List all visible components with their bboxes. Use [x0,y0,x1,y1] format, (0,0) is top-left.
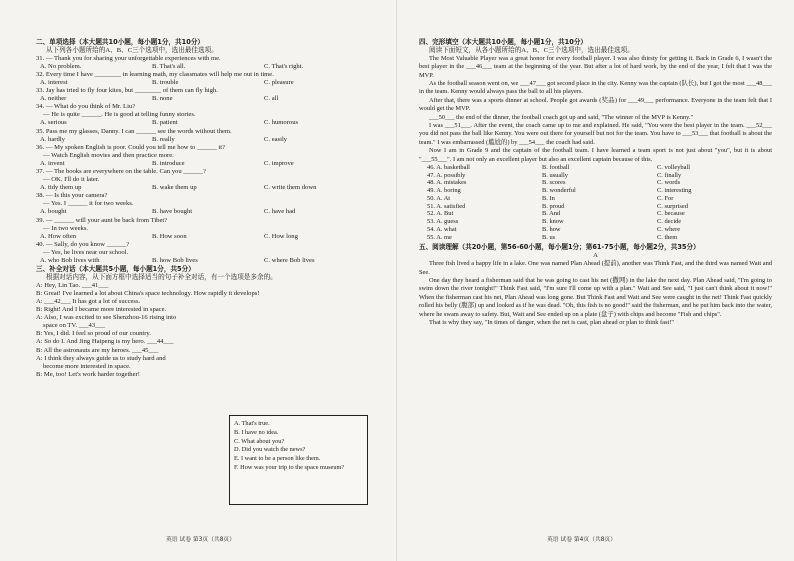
option: A. tidy them up [40,184,82,192]
section4-instructions: 阅读下面短文，从各小题所给的A、B、C三个选项中，选出最佳选项。 [429,46,634,54]
option: C. them [657,233,678,241]
cloze-option-row [419,164,772,172]
cloze-option-row [419,203,772,211]
dialogue-line: B: Right! And I became more interested in space. [36,306,167,314]
option: 48. A. mistakes [427,179,467,187]
option: B. football [542,163,570,171]
option: 55. A. me [427,233,452,241]
option-row [36,160,385,168]
box-option: A. That's true. [234,420,270,427]
cloze-options [419,164,772,242]
question-stem: 36. — My spoken English is poor. Could you tell me how to ______ it? [36,143,226,151]
option: A. serious [40,119,67,127]
question-stem: 40. — Sally, do you know ______? [36,240,130,248]
dialogue-line: A: Hey, Lin Tao. ___41___ [36,281,109,289]
option: B. How soon [152,232,187,240]
cloze-paragraph: The Most Valuable Player was a great honor for every football player. I was also thirsty for getting it. Back in Grade 6, I wasn't the best player in the ___46___ team at the beginning of the year. But after a lot of hard work, by the end of the year, I felt that I was the MVP. [419,54,772,79]
cloze-option-row [419,226,772,234]
dialogue [36,281,260,379]
option: C. where [657,225,681,233]
cloze-paragraph: ___50___ the end of the dinner, the football coach got up and said, "The winner of the MVP is Kenny." [429,113,694,121]
question-stem: 38. — Is this your camera? [36,192,108,200]
option: 47. A. possibly [427,171,466,179]
option-row [36,63,385,71]
reading-passage [419,260,772,327]
option-row [36,208,385,216]
option: C. For [657,194,674,202]
question-stem: — In two weeks. [43,224,89,232]
option: B. usually [542,171,568,179]
option-row [36,257,385,265]
option: C. interesting [657,187,692,195]
option-row [36,119,385,127]
option: C. all [264,95,279,103]
option: C. That's right. [264,62,304,70]
option: 46. A. basketball [427,163,470,171]
dialogue-line: B: Me, too! Let's work harder together! [36,370,140,378]
dialogue-line: B: All the astronauts are my heroes. ___45___ [36,346,159,354]
dialogue-line: B: Great! I've learned a lot about China's space technology. How rapidly it develops! [36,289,260,297]
question-stem: — Yes, he lives near our school. [43,248,129,256]
option: B. none [152,95,173,103]
option: B. us [542,233,556,241]
cloze-option-row [419,218,772,226]
question-stem: 39. — ______ will your aunt be back from Tibet? [36,216,168,224]
reading-paragraph: Three fish lived a happy life in a lake. One was named Plan Ahead (提前), another was Think Fast, and the third was named Wait and See. [419,260,772,276]
question-stem: — He is quite ______. He is good at telling funny stories. [43,111,196,119]
section2-title: 二、单项选择（本大题共10小题，每小题1分，共10分） [36,38,205,46]
dialogue-line: A: So do I. And Jing Haipeng is my hero. ___44___ [36,338,174,346]
reading-paragraph: That is why they say, "In times of danger, when the net is cast, plan ahead or plan to think fast!" [429,319,675,326]
box-option: B. I have no idea. [234,428,279,436]
page-footer-left: 英语 试卷 第3页（共8页） [166,537,236,543]
dialogue-line: space on TV. ___43___ [43,322,106,330]
option: C. have had [264,208,296,216]
question-stem: 37. — The books are everywhere on the table. Can you ______? [36,168,206,175]
dialogue-line: B: Yes, I did. I feel so proud of our country. [36,330,151,338]
cloze-option-row [419,210,772,218]
option: 53. A. guess [427,218,459,226]
section5-title: 五、阅读理解（共20小题，第56-60小题，每小题1分；第61-75小题，每小题2分，共35分） [419,243,700,252]
option: C. decide [657,218,682,226]
cloze-option-row [419,234,772,242]
option: B. how [542,225,561,233]
dialogue-line: A: Also, I was excited to see Shenzhou-16 rising into [36,314,177,322]
option: B. wake them up [152,184,197,192]
option: C. improve [264,159,294,167]
passage-label: A [593,252,598,260]
cloze-paragraph: After that, there was a sports dinner at school. People got awards (奖品) for ___49___ performance. Everyone in the team felt that I would get the MVP. [419,96,772,113]
option-row [36,95,385,103]
page-footer-right: 英语 试卷 第4页（共8页） [547,537,617,543]
option: A. who Bob lives with [40,257,100,265]
section2-instructions: 从下列各小题所给的A、B、C三个选项中，选出最佳选项。 [46,46,218,54]
cloze-paragraph: Now I am in Grade 9 and the captain of the football team. I have learned a team sport is not just about "you", but it is about "___55___". I am not only an excellent player but also an excellent captain because of this. [419,147,772,163]
option: B. have bought [152,208,193,216]
multiple-choice-list [36,55,385,265]
question-stem: 34. — What do you think of Mr. Liu? [36,103,136,111]
option: B. really [152,135,175,143]
cloze-passage [419,55,772,164]
box-option: D. Did you watch the news? [234,446,306,454]
option: A. bought [40,208,67,216]
section4-title: 四、完形填空（本大题共10小题，每小题1分，共10分） [419,38,588,46]
question-stem: 32. Every time I have ________ in learning math, my classmates will help me out in time. [36,70,274,78]
question-stem: — OK. I'll do it later. [43,176,100,184]
option: B. introduce [152,159,185,167]
dialogue-line: A: I think they always guide us to study hard and [36,354,166,362]
option: A. interest [40,78,68,86]
option: C. easily [264,135,288,143]
option: C. write them down [264,184,317,192]
cloze-option-row [419,179,772,187]
option: B. how Bob lives [152,257,198,265]
option: B. In [542,194,555,202]
section3-instructions: 根据对话内容，从下面方框中选择适当的句子补全对话，有一个选项是多余的。 [46,273,277,281]
option: B. That's all. [152,62,186,70]
option: C. volleyball [657,163,691,171]
option: A. How often [40,232,77,240]
option: 52. A. But [427,210,454,218]
reading-paragraph: One day they heard a fisherman said that he was going to cast his net (撒网) in the lake the next day. Plan Ahead said, "I'm going to swim down the river tonight!" Think Fast said, "I'm sure I'll come up with a plan." Wait and See said, "I just can't think about it now!" When the fisherman cast his net, Plan Ahead was long gone. But Think Fast and Wait and See were caught in the net! Think Fast quickly rolled his belly (腹部) up and looked as if he was dead. "Oh, this fish is no good!" said the fisherman, and he put him back into the water, where he swam away to safety. But, Wait and See ended up on a plate (盘子) with chips and become "Fish and chips". [419,276,772,318]
question-stem: 33. Jay has tried to fly four kites, but ________ of them can fly high. [36,87,218,95]
option: C. words [657,179,681,187]
cloze-paragraph: I was ___51___. After the event, the coach came up to me and explained. He said, "You were the best player in the team. ___52___ you did not pass the ball like Kenny. You were out there for yourself but not for the team. You have to ___53___ that football is about the team." I was embarrassed (尴尬的) by ___54___ the coach had said. [419,121,772,146]
option: 49. A. boring [427,187,461,195]
box-option: F. How was your trip to the space museum? [234,463,345,471]
option: C. humorous [264,119,299,127]
box-option: E. I want to be a person like them. [234,455,321,463]
option: B. patient [152,119,178,127]
option: A. invent [40,159,65,167]
option-row [36,233,385,241]
cloze-option-row [419,187,772,195]
question-stem: 35. Pass me my glasses, Danny. I can ______ see the words without them. [36,127,232,135]
option: 51. A. satisfied [427,202,466,210]
options-box [229,415,368,505]
option: 50. A. At [427,194,451,202]
right-page [397,0,794,561]
option: B. trouble [152,78,179,86]
cloze-option-row [419,172,772,180]
option: A. hardly [40,135,65,143]
question-stem: 31. — Thank you for sharing your unforgettable experiences with me. [36,54,221,62]
section3-title: 三、补全对话（本大题共5小题，每小题1分，共5分） [36,265,195,274]
option: B. wonderful [542,187,576,195]
box-option: C. What about you? [234,437,285,445]
option: B. proud [542,202,565,210]
option: B. scores [542,179,566,187]
option: C. because [657,210,685,218]
dialogue-line: A: ___42___ It has got a lot of success. [36,298,141,305]
option: C. How long [264,232,298,240]
option-row [36,79,385,87]
option-row [36,136,385,144]
question-stem: — Watch English movies and then practice more. [43,151,174,159]
cloze-paragraph: As the football season went on, we ___47___ got second place in the city. Kenny was the captain (队长), but I got the most ___48___ in the team. Kenny would always pass the ball to all his players. [419,79,772,96]
option: C. surprised [657,202,688,210]
option: A. neither [40,95,67,103]
option: A. No problem. [40,62,82,70]
option: C. where Bob lives [264,257,315,265]
option: B. know [542,218,564,226]
dialogue-line: become more interested in space. [43,362,131,370]
option: B. And [542,210,561,218]
option: C. finally [657,171,682,179]
option: C. pleasure [264,78,294,86]
option: 54. A. what [427,225,457,233]
cloze-option-row [419,195,772,203]
question-stem: — Yes. I ______ it for two weeks. [43,200,134,208]
option-row [36,184,385,192]
